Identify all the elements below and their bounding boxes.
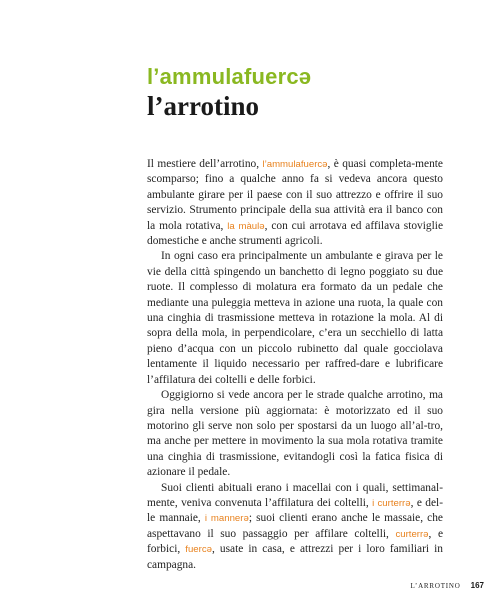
dialect-term: l’ammulafuercə — [262, 159, 328, 170]
body-text — [147, 157, 443, 573]
dialect-term: i mannerə — [204, 513, 249, 525]
text-run: Suoi clienti abituali erano i macellai con i quali, settimanal-mente, veniva convenuta l’affilatura dei coltelli, — [147, 481, 443, 509]
page-number: 167 — [470, 581, 484, 590]
dialect-term: curterrə — [395, 528, 429, 540]
dialect-term: fuercə — [185, 544, 212, 556]
dialect-term: la màulə — [227, 220, 265, 232]
page-footer — [411, 581, 485, 590]
text-run: , usate in casa, e attrezzi per i loro familiari in campagna. — [147, 543, 443, 571]
running-head: L’ARROTINO — [410, 582, 461, 590]
text-run: Il mestiere dell’arrotino, — [147, 158, 263, 170]
text-run: , e forbici, — [147, 527, 443, 556]
italian-title: l’arrotino — [147, 91, 259, 121]
dialect-title: l’ammulafuercə — [147, 64, 312, 89]
text-run: ; suoi clienti erano anche le massaie, che aspettavano il suo passaggio per affilare coltelli, — [147, 512, 443, 540]
paragraph — [147, 481, 443, 573]
paragraph — [147, 157, 443, 249]
text-run: , con cui arrotava ed affilava stoviglie domestiche e anche strumenti agricoli. — [147, 219, 443, 248]
dialect-term: i curterrə — [372, 497, 411, 509]
text-run: , e del-le mannaie, — [147, 496, 443, 525]
paragraph — [147, 249, 443, 388]
text-run: Oggigiorno si vede ancora per le strade qualche arrotino, ma gira nella versione più aggiornata: è motorizzato ed il suo motorino gli serve non solo per spostarsi da un luogo all’al-tro, ma anche per mettere in movimento la sua mola rotativa tramite una cinghia di trasmissione, evitandogli così la fatica fisica di azionare il pedale. — [147, 389, 443, 479]
text-run: In ogni caso era principalmente un ambulante e girava per le vie della città spingendo un banchetto di legno poggiato su due ruote. Il complesso di molatura era formato da un pedale che mediante una puleggia metteva in azione una ruota, la quale con una cinghia di trasmissione metteva in rotazione la mola. Al di sopra della mola, in perpendicolare, c’era un secchiello di latta pieno d’acqua con un piccolo rubinetto dal quale gocciolava lentamente il liquido necessario per raffred-dare e lubrificare l’affilatura dei coltelli e delle forbici. — [147, 250, 443, 386]
text-run: , è quasi completa-mente scomparso; fino a qualche anno fa si vedeva ancora questo ambulante girare per il paese con il suo attrezzo e offrire il suo servizio. Strumento principale della sua attività era il banco con la mola rotativa, — [147, 158, 443, 232]
paragraph — [147, 388, 443, 480]
